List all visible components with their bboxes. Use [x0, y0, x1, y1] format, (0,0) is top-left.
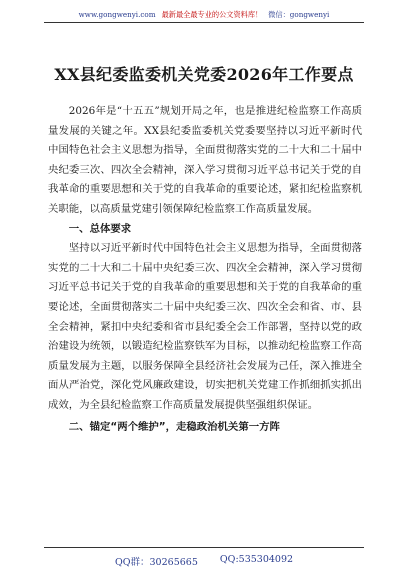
- site-url[interactable]: www.gongwenyi.com: [78, 10, 156, 19]
- site-header: [44, 10, 364, 20]
- page-footer: [44, 547, 364, 568]
- document-body: [48, 102, 362, 437]
- qq-contact: QQ:535304092: [219, 554, 294, 565]
- qq-group: QQ群：30265665: [114, 557, 198, 568]
- section-2-heading: 二、锚定“两个维护”，走稳政治机关第一方阵: [68, 420, 280, 433]
- header-divider: [44, 22, 364, 23]
- section-1-heading: 一、总体要求: [68, 222, 132, 235]
- wechat-id: 微信：gongwenyi: [268, 10, 330, 19]
- document-title: XX县纪委监委机关党委2026年工作要点: [54, 65, 354, 84]
- intro-paragraph: 2026年是“十五五”规划开局之年，也是推进纪检监察工作高质量发展的关键之年。XX县纪委监委机关党委要坚持以习近平新时代中国特色社会主义思想为指导，全面贯彻落实党的二十大和二十届中央纪委三次、四次全会精神，深入学习贯彻习近平总书记关于党的自我革命的重要思想和关于党的自我革命的重要论述，紧扣纪检监察机关职能，以高质量党建引领保障纪检监察工作高质量发展。: [48, 105, 362, 215]
- section-1-paragraph: 坚持以习近平新时代中国特色社会主义思想为指导，全面贯彻落实党的二十大和二十届中央纪委三次、四次全会精神，深入学习贯彻习近平总书记关于党的自我革命的重要思想和关于党的自我革命的重要论述，全面贯彻落实二十届中央纪委三次、四次全会和省、市、县全会精神，紧扣中央纪委和省市县纪委全会工作部署，坚持以党的政治建设为统领，以锻造纪检监察铁军为目标，以推动纪检监察工作高质量发展为主题，以服务保障全县经济社会发展为己任，深入推进全面从严治党，深化党风廉政建设，切实把机关党建工作抓细抓实抓出成效，为全县纪检监察工作高质量发展提供坚强组织保证。: [48, 242, 362, 411]
- site-tagline: 最新最全最专业的公文资料库！: [161, 10, 263, 19]
